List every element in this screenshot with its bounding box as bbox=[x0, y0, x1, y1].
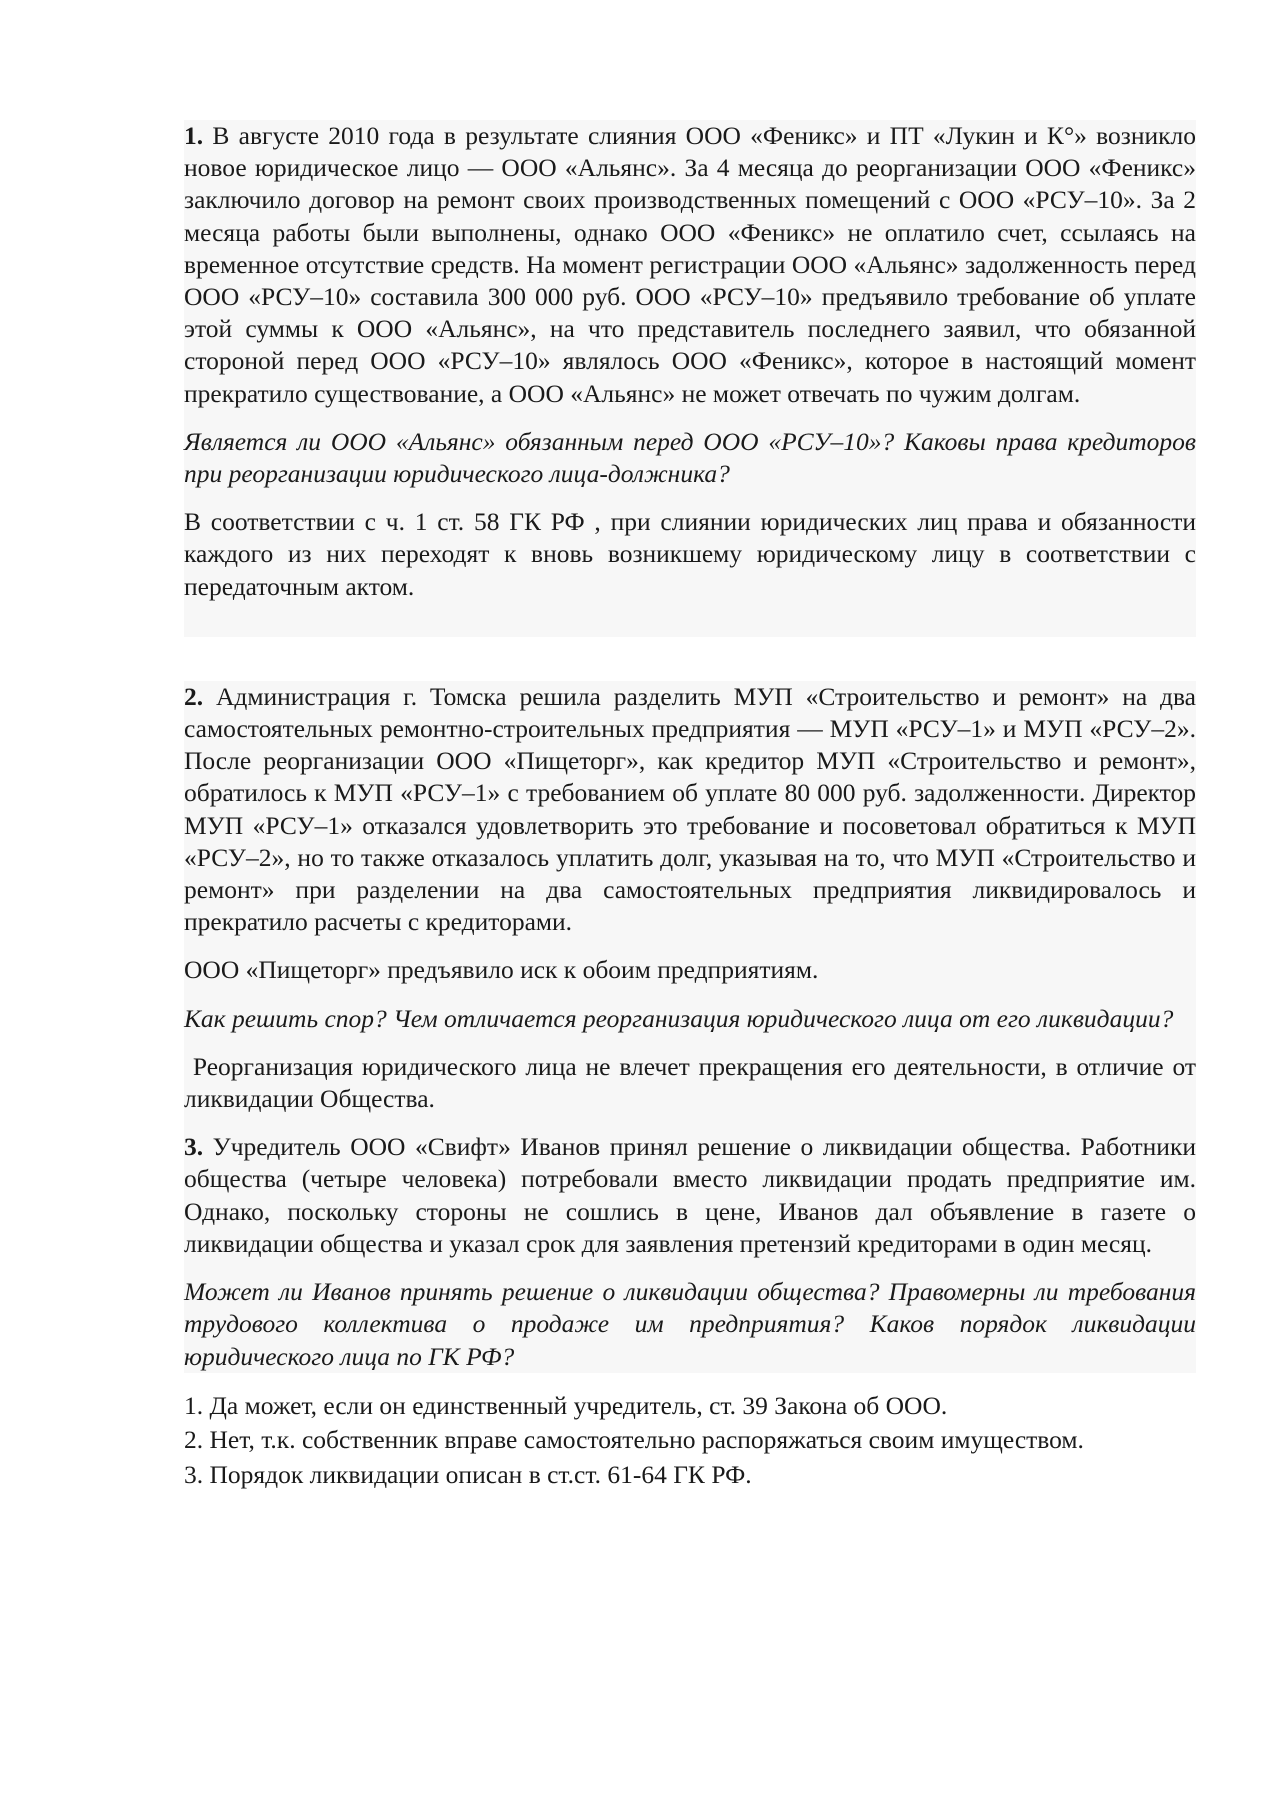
case-3-answer-1: 1. Да может, если он единственный учредитель, ст. 39 Закона об ООО. bbox=[184, 1390, 948, 1420]
case-1-question: Является ли ООО «Альянс» обязанным перед ООО «РСУ–10»? Каковы права кредиторов при реорганизации юридического лица-должника? bbox=[184, 426, 1196, 489]
case-3-answers bbox=[184, 1389, 1196, 1493]
case-2-answer-text: Реорганизация юридического лица не влечет прекращения его деятельности, в отличие от ликвидации Общества. bbox=[184, 1051, 1196, 1114]
document-content bbox=[184, 120, 1196, 1492]
case-1-text bbox=[184, 120, 1196, 410]
case-1-body: В августе 2010 года в результате слияния ООО «Феникс» и ПТ «Лукин и К°» возникло новое юридическое лицо — ООО «Альянс». За 4 месяца до реорганизации ООО «Феникс» заключило договор на ремонт своих производственных помещений с ООО «РСУ–10». За 2 месяца работы были выполнены, однако ООО «Феникс» не оплатило счет, ссылаясь на временное отсутствие средств. На момент регистрации ООО «Альянс» задолженность перед ООО «РСУ–10» составила 300 000 руб. ООО «РСУ–10» предъявило требование об уплате этой суммы к ООО «Альянс», на что представитель последнего заявил, что обязанной стороной перед ООО «РСУ–10» являлось ООО «Феникс», которое в настоящий момент прекратило существование, а ООО «Альянс» не может отвечать по чужим долгам. bbox=[184, 121, 1196, 408]
case-3-question: Может ли Иванов принять решение о ликвидации общества? Правомерны ли требования трудового коллектива о продаже им предприятия? Каков порядок ликвидации юридического лица по ГК РФ? bbox=[184, 1277, 1196, 1371]
case-2-body: Администрация г. Томска решила разделить МУП «Строительство и ремонт» на два самостоятельных ремонтно-строительных предприятия — МУП «РСУ–1» и МУП «РСУ–2». После реорганизации ООО «Пищеторг», как кредитор МУП «Строительство и ремонт», обратилось к МУП «РСУ–1» с требованием об уплате 80 000 руб. задолженности. Директор МУП «РСУ–1» отказался удовлетворить это требование и посоветовал обратиться к МУП «РСУ–2», но то также отказалось уплатить долг, указывая на то, что МУП «Строительство и ремонт» при разделении на два самостоятельных предприятия ликвидировалось и прекратило расчеты с кредиторами. bbox=[184, 681, 1196, 937]
case-2-question: Как решить спор? Чем отличается реорганизация юридического лица от его ликвидации? bbox=[184, 1003, 1174, 1033]
case-3-answer-3: 3. Порядок ликвидации описан в ст.ст. 61-64 ГК РФ. bbox=[184, 1459, 752, 1489]
case-3-text bbox=[184, 1131, 1196, 1260]
case-2-text bbox=[184, 681, 1196, 939]
case-3-answer-2: 2. Нет, т.к. собственник вправе самостоятельно распоряжаться своим имуществом. bbox=[184, 1425, 1084, 1455]
case-1 bbox=[184, 120, 1196, 637]
case-2-number: 2. bbox=[184, 681, 204, 711]
case-1-number: 1. bbox=[184, 121, 204, 150]
case-2-text-2: ООО «Пищеторг» предъявило иск к обоим предприятиям. bbox=[184, 955, 819, 985]
case-1-answer: В соответствии с ч. 1 ст. 58 ГК РФ , при слиянии юридических лиц права и обязанности каждого из них переходят к вновь возникшему юридическому лицу в соответствии с передаточным актом. bbox=[184, 507, 1196, 601]
case-3-body: Учредитель ООО «Свифт» Иванов принял решение о ликвидации общества. Работники общества (четыре человека) потребовали вместо ликвидации продать предприятие им. Однако, поскольку стороны не сошлись в цене, Иванов дал объявление в газете о ликвидации общества и указал срок для заявления претензий кредиторами в один месяц. bbox=[184, 1132, 1196, 1258]
case-2-3-block bbox=[184, 681, 1196, 1373]
case-2-answer bbox=[184, 1051, 1196, 1115]
case-3-number: 3. bbox=[184, 1132, 204, 1162]
